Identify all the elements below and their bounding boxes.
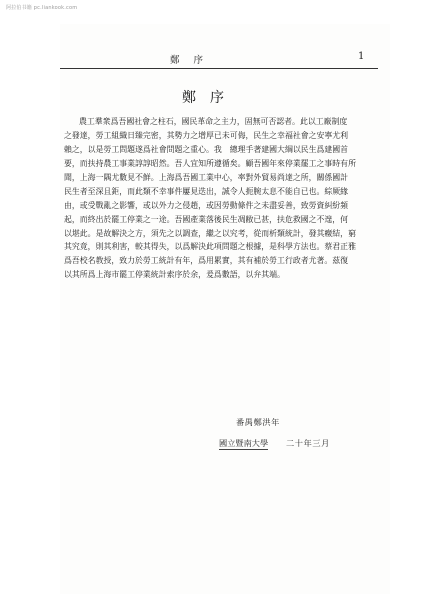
body-line: 聞，上海一隅尤數見不鮮。上海爲吾國工業中心，率對外貿易尚達之所，關係國計 [64,172,349,182]
body-line: 其究竟，則其利害，較其得失，以爲解決此項問題之根據，是科學方法也。蔡君正雅 [64,242,356,252]
body-line: 民生者至深且鉅，而此類不幸事件屢見迭出，誠令人扼腕太息不能自已也。綜厥緣 [64,186,349,196]
body-line: 以堪此。是故解決之方，須先之以調查，繼之以究考，從而析類統計，發其癥結，窮 [64,228,356,238]
body-line: 爲吾校名教授，致力於勞工統計有年，爲用累實，其有補於勞工行政者尤著。茲復 [64,256,349,266]
page-number: 1 [358,51,365,62]
body-line: 由，或受戰亂之影響，或以外力之侵趙，或因勞動條件之未盡妥善，致勞資糾紛頻 [64,200,349,210]
body-line: 要，而扶持農工事業諄諄昭然。吾人宜知所遵循矣。顧吾國年來停業罷工之事時有所 [64,158,356,168]
author-institution: 國立暨南大學 [219,438,269,448]
body-line: 之發達，勞工組織日臻完密，其勢力之增厚已未可侮，民生之幸福社會之安寧尤利 [64,130,349,140]
header-rule [60,68,378,69]
watermark: 阿拉伯书籍 pc.liankook.com [6,5,78,11]
body-line: 農工羣衆爲吾國社會之柱石，國民革命之主力，固無可否認者。此以工廠制度 [79,117,348,126]
running-header-title: 鄭序 [170,55,218,66]
preface-date: 二十年三月 [286,438,330,448]
running-header [60,52,380,66]
book-page [60,24,390,594]
preface-title: 鄭序 [182,90,238,106]
body-line: 賴之，以是勞工問題遂爲社會問題之重心。我 總理手著建國大綱以民生爲建國首 [64,144,349,154]
body-line: 以其所爲上海市罷工停業統計索序於余，爰爲數語，以弁其端。 [64,270,285,280]
body-line: 起，而終出於罷工停業之一途。吾國產業落後民生凋敝已甚，扶危救國之不遑，何 [64,214,349,224]
author-signature: 番禺鄭洪年 [236,417,280,427]
preface-body [64,115,378,282]
